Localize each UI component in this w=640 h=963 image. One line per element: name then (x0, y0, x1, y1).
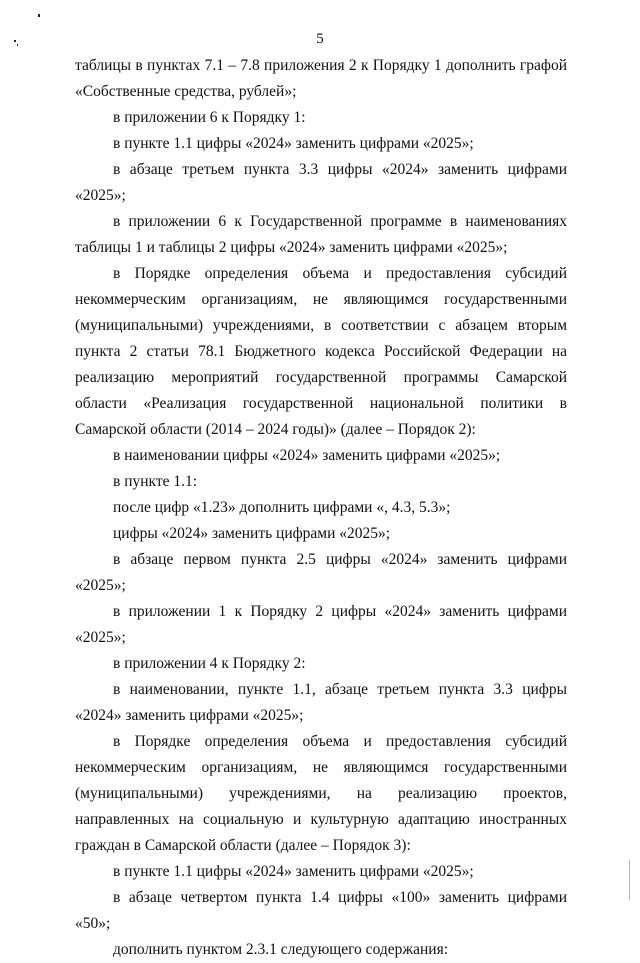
paragraph-5: в приложении 6 к Государственной программе в наименованиях таблицы 1 и таблицы 2 цифры «2024» заменить цифрами «2025»; (75, 213, 567, 256)
paragraph-10: цифры «2024» заменить цифрами «2025»; (113, 525, 391, 542)
paragraph-14: в наименовании, пункте 1.1, абзаце третьем пункта 3.3 цифры «2024» заменить цифрами «2025»; (75, 681, 567, 724)
scan-speck-top-left (38, 14, 40, 17)
paragraph-11: в абзаце первом пункта 2.5 цифры «2024» заменить цифрами «2025»; (75, 551, 567, 594)
paragraph-7: в наименовании цифры «2024» заменить цифрами «2025»; (113, 447, 501, 464)
paragraph-17: в абзаце четвертом пункта 1.4 цифры «100» заменить цифрами «50»; (75, 889, 567, 932)
paragraph-13: в приложении 4 к Порядку 2: (113, 655, 306, 672)
paragraph-9: после цифр «1.23» дополнить цифрами «, 4.3, 5.3»; (113, 499, 451, 516)
page-number: 5 (316, 31, 324, 47)
paragraph-15: в Порядке определения объема и предоставления субсидий некоммерческим организациям, не являющимся государственными (муниципальными) учреждениями, на реализацию проектов, направленных на социальную и культурную адаптацию иностранных граждан в Самарской области (далее – Порядок 3): (75, 733, 567, 854)
paragraph-8: в пункте 1.1: (113, 473, 198, 490)
document-body (75, 53, 567, 963)
paragraph-16: в пункте 1.1 цифры «2024» заменить цифрами «2025»; (113, 863, 474, 880)
paragraph-6: в Порядке определения объема и предоставления субсидий некоммерческим организациям, не являющимся государственными (муниципальными) учреждениями, в соответствии с абзацем вторым пункта 2 статьи 78.1 Бюджетного кодекса Российской Федерации на реализацию мероприятий государственной программы Самарской области «Реализация государственной национальной политики в Самарской области (2014 – 2024 годы)» (далее – Порядок 2): (75, 265, 567, 438)
paragraph-4: в абзаце третьем пункта 3.3 цифры «2024» заменить цифрами «2025»; (75, 161, 567, 204)
paragraph-1: таблицы в пунктах 7.1 – 7.8 приложения 2 к Порядку 1 дополнить графой «Собственные средства, рублей»; (75, 57, 567, 100)
scan-edge-bottom-right (629, 860, 630, 900)
paragraph-3: в пункте 1.1 цифры «2024» заменить цифрами «2025»; (113, 135, 474, 152)
paragraph-18: дополнить пунктом 2.3.1 следующего содержания: (113, 941, 448, 958)
paragraph-12: в приложении 1 к Порядку 2 цифры «2024» заменить цифрами «2025»; (75, 603, 567, 646)
paragraph-2: в приложении 6 к Порядку 1: (113, 109, 306, 126)
